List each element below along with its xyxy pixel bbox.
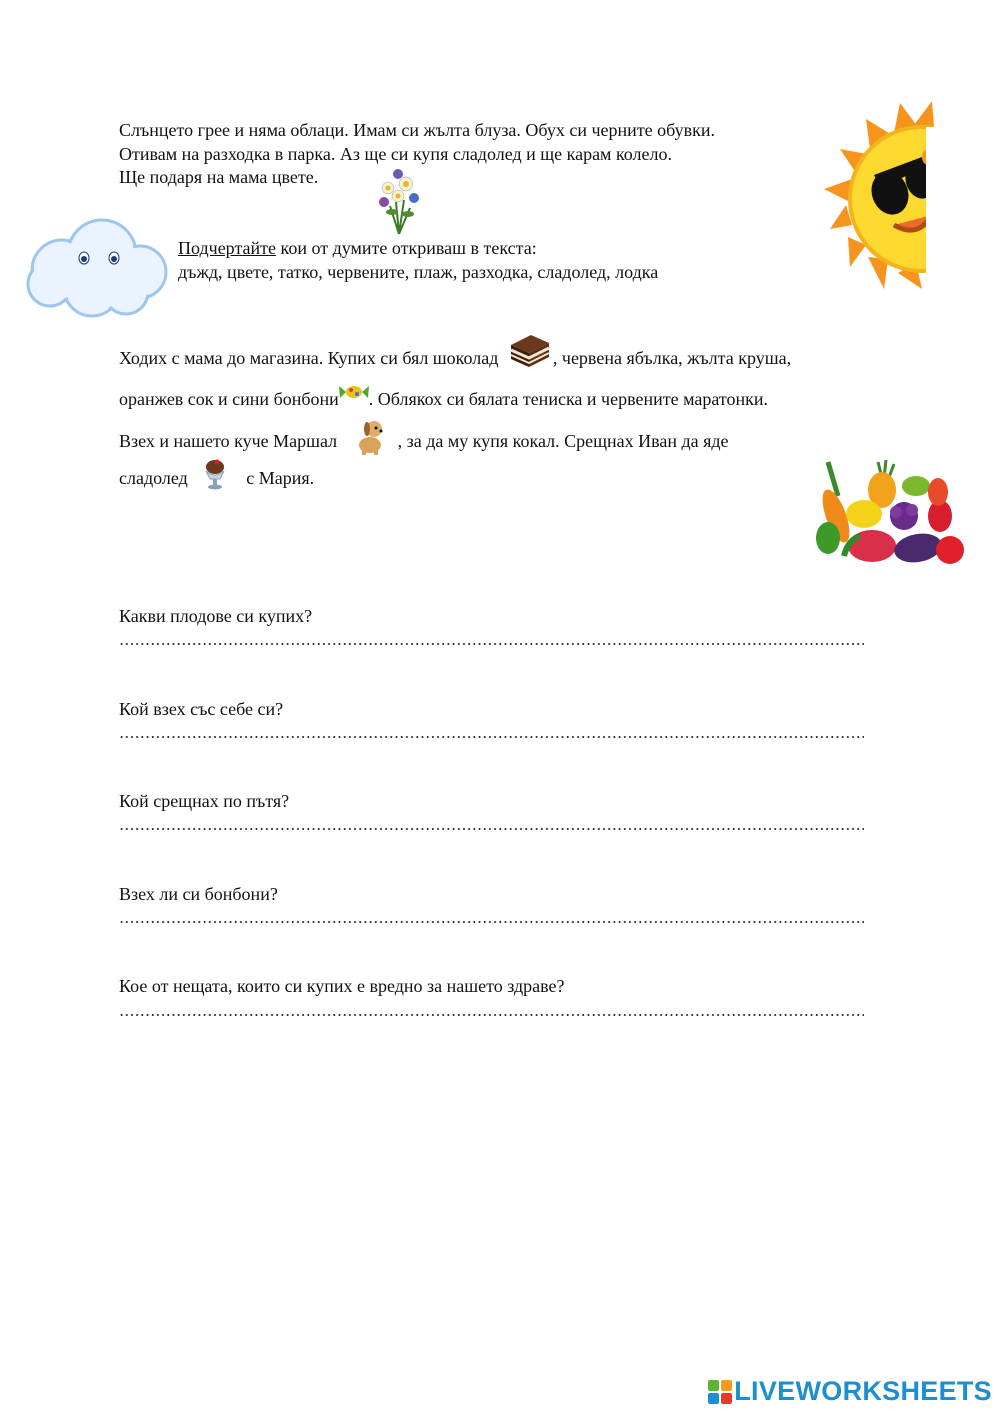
question-2: Кой взех със себе си?: [119, 699, 284, 719]
story-text: с Мария.: [246, 468, 315, 488]
intro-line: Отивам на разходка в парка. Аз ще си купя сладолед и ще карам колело.: [119, 143, 672, 164]
task-underlined-word: Подчертайте: [178, 238, 277, 258]
story-line: [119, 431, 729, 455]
story-text: сладолед: [119, 468, 188, 488]
answer-line-2[interactable]: [119, 736, 864, 738]
question-4: Взех ли си бонбони?: [119, 884, 278, 904]
question-1: Какви плодове си купих?: [119, 606, 313, 626]
chocolate-cake-icon: [507, 331, 551, 371]
story-text: . Облякох си бялата тениска и червените маратонки.: [368, 389, 768, 409]
story-line: [119, 389, 768, 410]
liveworksheets-logo-icon: [708, 1380, 732, 1404]
ice-cream-icon: [202, 457, 228, 491]
task-instructions: [178, 236, 658, 284]
task-prompt: [178, 236, 658, 260]
question-3: Кой срещнах по пътя?: [119, 791, 290, 811]
answer-line-5[interactable]: [119, 1014, 864, 1016]
fruit-basket-icon: [808, 456, 966, 574]
flower-bouquet-icon: [368, 162, 430, 236]
story-line: [119, 468, 314, 491]
dog-icon: [352, 417, 388, 455]
story-text: Ходих с мама до магазина. Купих си бял шоколад: [119, 348, 499, 368]
story-text: Взех и нашето куче Маршал: [119, 431, 338, 452]
story-text: оранжев сок и сини бонбони: [119, 389, 339, 409]
task-word-list: дъжд, цвете, татко, червените, плаж, разходка, сладолед, лодка: [178, 262, 659, 282]
sun-icon: [822, 97, 934, 291]
liveworksheets-wordmark: LIVEWORKSHEETS: [734, 1376, 992, 1406]
answer-line-1[interactable]: [119, 643, 864, 645]
task-prompt-rest: кои от думите откриваш в текста:: [276, 238, 537, 258]
story-text: , червена ябълка, жълта круша,: [552, 348, 792, 368]
question-5: Кое от нещата, които си купих е вредно за нашето здраве?: [119, 976, 565, 996]
cloud-icon: [22, 214, 172, 318]
story-text: , за да му купя кокал. Срещнах Иван да яде: [397, 431, 729, 452]
intro-line: Ще подаря на мама цвете.: [119, 167, 319, 187]
answer-line-4[interactable]: [119, 921, 864, 923]
answer-line-3[interactable]: [119, 828, 864, 830]
story-line: [119, 348, 791, 371]
liveworksheets-logo: [708, 1376, 992, 1407]
candy-icon: [339, 380, 369, 406]
intro-line: Слънцето грее и няма облаци. Имам си жълта блуза. Обух си черните обувки.: [119, 120, 716, 140]
intro-paragraph: [119, 119, 819, 190]
